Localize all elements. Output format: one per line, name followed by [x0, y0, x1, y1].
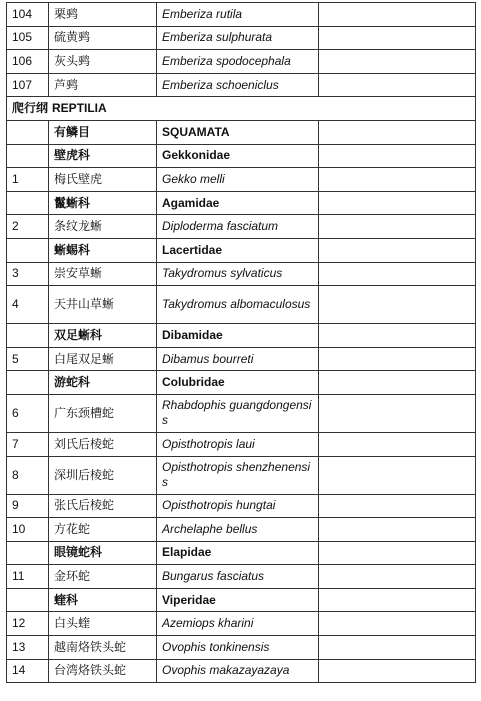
- taxon-group-row: [7, 541, 476, 565]
- index-cell: 107: [7, 73, 49, 97]
- notes-cell: [319, 262, 476, 286]
- table-row: [7, 286, 476, 324]
- table-row: [7, 347, 476, 371]
- chinese-name-cell: 台湾烙铁头蛇: [49, 659, 157, 683]
- species-table: [6, 2, 476, 683]
- notes-cell: [319, 456, 476, 494]
- table-row: [7, 636, 476, 660]
- notes-cell: [319, 238, 476, 262]
- index-cell: 7: [7, 432, 49, 456]
- notes-cell: [319, 26, 476, 50]
- index-cell: 10: [7, 518, 49, 542]
- taxon-group-row: [7, 371, 476, 395]
- scientific-name-cell: Opisthotropis hungtai: [157, 494, 319, 518]
- notes-cell: [319, 120, 476, 144]
- index-cell: 6: [7, 394, 49, 432]
- scientific-name-cell: Lacertidae: [157, 238, 319, 262]
- chinese-name-cell: 蝰科: [49, 588, 157, 612]
- notes-cell: [319, 191, 476, 215]
- notes-cell: [319, 168, 476, 192]
- taxon-group-row: [7, 120, 476, 144]
- scientific-name-cell: Opisthotropis laui: [157, 432, 319, 456]
- table-row: [7, 3, 476, 27]
- index-cell: 8: [7, 456, 49, 494]
- scientific-name-cell: Emberiza spodocephala: [157, 50, 319, 74]
- table-row: [7, 612, 476, 636]
- notes-cell: [319, 541, 476, 565]
- scientific-name-cell: Rhabdophis guangdongensis: [157, 394, 319, 432]
- chinese-name-cell: 有鳞目: [49, 120, 157, 144]
- index-cell: [7, 238, 49, 262]
- index-cell: 5: [7, 347, 49, 371]
- taxon-group-row: [7, 588, 476, 612]
- scientific-name-cell: Dibamidae: [157, 324, 319, 348]
- chinese-name-cell: 广东颈槽蛇: [49, 394, 157, 432]
- table-row: [7, 262, 476, 286]
- chinese-name-cell: 眼镜蛇科: [49, 541, 157, 565]
- chinese-name-cell: 条纹龙蜥: [49, 215, 157, 239]
- chinese-name-cell: 天井山草蜥: [49, 286, 157, 324]
- chinese-name-cell: 张氏后棱蛇: [49, 494, 157, 518]
- notes-cell: [319, 432, 476, 456]
- scientific-name-cell: Agamidae: [157, 191, 319, 215]
- index-cell: 104: [7, 3, 49, 27]
- chinese-name-cell: 栗鹀: [49, 3, 157, 27]
- table-row: [7, 168, 476, 192]
- taxon-group-row: [7, 324, 476, 348]
- chinese-name-cell: 崇安草蜥: [49, 262, 157, 286]
- index-cell: [7, 324, 49, 348]
- index-cell: 9: [7, 494, 49, 518]
- taxon-group-row: [7, 238, 476, 262]
- notes-cell: [319, 612, 476, 636]
- index-cell: 11: [7, 565, 49, 589]
- scientific-name-cell: Viperidae: [157, 588, 319, 612]
- index-cell: 12: [7, 612, 49, 636]
- scientific-name-cell: Dibamus bourreti: [157, 347, 319, 371]
- table-row: [7, 518, 476, 542]
- taxon-group-row: [7, 144, 476, 168]
- index-cell: [7, 541, 49, 565]
- chinese-name-cell: 灰头鹀: [49, 50, 157, 74]
- chinese-name-cell: 越南烙铁头蛇: [49, 636, 157, 660]
- chinese-name-cell: 蜥蜴科: [49, 238, 157, 262]
- class-heading: [7, 97, 476, 121]
- chinese-name-cell: 芦鹀: [49, 73, 157, 97]
- notes-cell: [319, 286, 476, 324]
- scientific-name-cell: SQUAMATA: [157, 120, 319, 144]
- index-cell: [7, 144, 49, 168]
- scientific-name-cell: Takydromus sylvaticus: [157, 262, 319, 286]
- index-cell: [7, 191, 49, 215]
- scientific-name-cell: Ovophis tonkinensis: [157, 636, 319, 660]
- notes-cell: [319, 144, 476, 168]
- chinese-name-cell: 方花蛇: [49, 518, 157, 542]
- species-table-body: [7, 3, 476, 683]
- table-row: [7, 50, 476, 74]
- notes-cell: [319, 3, 476, 27]
- chinese-name-cell: 金环蛇: [49, 565, 157, 589]
- scientific-name-cell: Archelaphe bellus: [157, 518, 319, 542]
- scientific-name-cell: Ovophis makazayazaya: [157, 659, 319, 683]
- scientific-name-cell: Opisthotropis shenzhenensis: [157, 456, 319, 494]
- notes-cell: [319, 215, 476, 239]
- table-row: [7, 659, 476, 683]
- table-row: [7, 565, 476, 589]
- chinese-name-cell: 壁虎科: [49, 144, 157, 168]
- index-cell: 105: [7, 26, 49, 50]
- index-cell: 4: [7, 286, 49, 324]
- scientific-name-cell: Gekko melli: [157, 168, 319, 192]
- scientific-name-cell: Emberiza schoeniclus: [157, 73, 319, 97]
- notes-cell: [319, 50, 476, 74]
- table-row: [7, 456, 476, 494]
- index-cell: 3: [7, 262, 49, 286]
- index-cell: [7, 371, 49, 395]
- class-name-latin: REPTILIA: [52, 101, 107, 116]
- chinese-name-cell: 硫黄鹀: [49, 26, 157, 50]
- table-row: [7, 73, 476, 97]
- index-cell: 13: [7, 636, 49, 660]
- table-row: [7, 494, 476, 518]
- chinese-name-cell: 梅氏壁虎: [49, 168, 157, 192]
- notes-cell: [319, 394, 476, 432]
- notes-cell: [319, 565, 476, 589]
- notes-cell: [319, 494, 476, 518]
- table-row: [7, 26, 476, 50]
- scientific-name-cell: Emberiza sulphurata: [157, 26, 319, 50]
- table-row: [7, 432, 476, 456]
- class-name-cn: 爬行纲: [12, 101, 49, 116]
- notes-cell: [319, 371, 476, 395]
- index-cell: 14: [7, 659, 49, 683]
- chinese-name-cell: 白头蝰: [49, 612, 157, 636]
- scientific-name-cell: Diploderma fasciatum: [157, 215, 319, 239]
- scientific-name-cell: Elapidae: [157, 541, 319, 565]
- class-row: [7, 97, 476, 121]
- index-cell: 2: [7, 215, 49, 239]
- scientific-name-cell: Gekkonidae: [157, 144, 319, 168]
- scientific-name-cell: Colubridae: [157, 371, 319, 395]
- chinese-name-cell: 白尾双足蜥: [49, 347, 157, 371]
- table-row: [7, 394, 476, 432]
- scientific-name-cell: Takydromus albomaculosus: [157, 286, 319, 324]
- scientific-name-cell: Azemiops kharini: [157, 612, 319, 636]
- notes-cell: [319, 347, 476, 371]
- chinese-name-cell: 游蛇科: [49, 371, 157, 395]
- notes-cell: [319, 518, 476, 542]
- index-cell: 106: [7, 50, 49, 74]
- taxon-group-row: [7, 191, 476, 215]
- scientific-name-cell: Bungarus fasciatus: [157, 565, 319, 589]
- index-cell: [7, 588, 49, 612]
- notes-cell: [319, 588, 476, 612]
- notes-cell: [319, 636, 476, 660]
- notes-cell: [319, 324, 476, 348]
- chinese-name-cell: 刘氏后棱蛇: [49, 432, 157, 456]
- index-cell: [7, 120, 49, 144]
- chinese-name-cell: 深圳后棱蛇: [49, 456, 157, 494]
- table-row: [7, 215, 476, 239]
- chinese-name-cell: 双足蜥科: [49, 324, 157, 348]
- index-cell: 1: [7, 168, 49, 192]
- notes-cell: [319, 73, 476, 97]
- chinese-name-cell: 鬣蜥科: [49, 191, 157, 215]
- scientific-name-cell: Emberiza rutila: [157, 3, 319, 27]
- notes-cell: [319, 659, 476, 683]
